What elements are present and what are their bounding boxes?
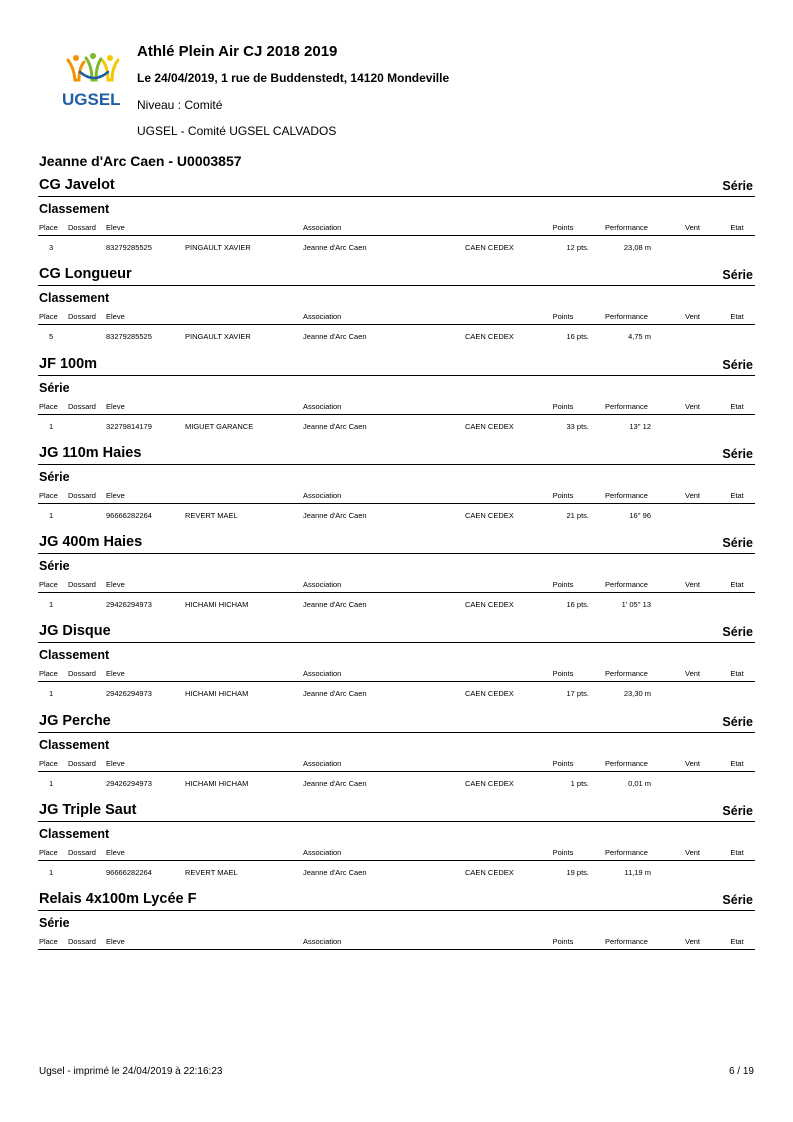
result-dossard: 29426294973 xyxy=(106,600,152,610)
col-etat: Etat xyxy=(730,312,744,322)
event-type: Série xyxy=(722,268,753,283)
col-vent: Vent xyxy=(684,937,700,947)
event-subtitle: Série xyxy=(39,559,70,574)
result-eleve: PINGAULT XAVIER xyxy=(185,332,251,342)
result-points: 33 pts. xyxy=(566,421,589,431)
result-performance: 11,19 m xyxy=(624,868,651,878)
col-dossard: Dossard xyxy=(68,580,96,590)
event-header xyxy=(38,355,755,376)
col-association: Association xyxy=(303,490,342,500)
result-points: 19 pts. xyxy=(566,868,589,878)
col-points: Points xyxy=(552,758,574,768)
event-block xyxy=(38,618,755,707)
column-header-row xyxy=(38,221,755,236)
column-header-row xyxy=(38,310,755,325)
event-type: Série xyxy=(722,446,753,461)
event-block xyxy=(38,529,755,618)
col-place: Place xyxy=(39,848,58,858)
col-performance: Performance xyxy=(605,669,648,679)
col-vent: Vent xyxy=(684,848,700,858)
col-etat: Etat xyxy=(730,401,744,411)
event-header xyxy=(38,533,755,554)
col-vent: Vent xyxy=(684,490,700,500)
event-subtitle: Classement xyxy=(39,202,110,216)
niveau: Niveau : Comité xyxy=(137,98,223,112)
result-dossard: 83279285525 xyxy=(106,243,152,252)
result-eleve: REVERT MAEL xyxy=(185,510,238,520)
col-association: Association xyxy=(303,223,342,232)
col-eleve: Eleve xyxy=(106,848,125,858)
col-performance: Performance xyxy=(605,490,648,500)
result-row xyxy=(38,866,755,878)
col-dossard: Dossard xyxy=(68,490,96,500)
event-name: JF 100m xyxy=(39,355,98,372)
result-eleve: HICHAMI HICHAM xyxy=(185,600,249,610)
event-header xyxy=(38,444,755,465)
result-association: Jeanne d'Arc Caen xyxy=(303,332,367,342)
result-eleve: REVERT MAEL xyxy=(185,868,238,878)
col-association: Association xyxy=(303,312,342,322)
footer-printed: Ugsel - imprimé le 24/04/2019 à 22:16:23 xyxy=(39,1066,223,1077)
result-performance: 23,08 m xyxy=(623,243,651,252)
col-performance: Performance xyxy=(605,937,648,947)
result-points: 21 pts. xyxy=(566,510,589,520)
result-city: CAEN CEDEX xyxy=(465,868,514,878)
event-name: Relais 4x100m Lycée F xyxy=(39,891,197,908)
result-dossard: 32279814179 xyxy=(106,421,152,431)
result-row xyxy=(38,420,755,432)
result-association: Jeanne d'Arc Caen xyxy=(303,510,367,520)
result-place: 1 xyxy=(49,868,54,878)
col-association: Association xyxy=(303,758,342,768)
col-dossard: Dossard xyxy=(68,758,96,768)
event-subtitle: Série xyxy=(39,380,70,395)
col-association: Association xyxy=(303,937,342,947)
col-etat: Etat xyxy=(730,223,744,232)
result-row xyxy=(38,241,755,253)
result-city: CAEN CEDEX xyxy=(465,689,514,699)
result-row xyxy=(38,330,755,342)
col-points: Points xyxy=(552,223,574,232)
col-dossard: Dossard xyxy=(68,312,96,322)
event-subtitle: Classement xyxy=(39,737,110,752)
committee: UGSEL - Comité UGSEL CALVADOS xyxy=(137,124,337,138)
result-city: CAEN CEDEX xyxy=(465,510,514,520)
col-performance: Performance xyxy=(605,580,648,590)
result-city: CAEN CEDEX xyxy=(465,332,514,342)
event-subtitle: Classement xyxy=(39,827,110,842)
col-association: Association xyxy=(303,401,342,411)
event-type: Série xyxy=(722,179,753,193)
column-header-row xyxy=(38,757,755,772)
col-dossard: Dossard xyxy=(68,223,96,232)
event-subtitle: Classement xyxy=(39,291,110,306)
club-title: Jeanne d'Arc Caen - U0003857 xyxy=(39,153,242,169)
result-performance: 16'' 96 xyxy=(629,510,651,520)
col-etat: Etat xyxy=(730,937,744,947)
event-type: Série xyxy=(722,893,753,908)
column-header-row xyxy=(38,489,755,504)
result-row xyxy=(38,687,755,699)
event-subtitle: Série xyxy=(39,469,70,484)
column-header-row xyxy=(38,935,755,950)
result-dossard: 29426294973 xyxy=(106,778,152,788)
event-header xyxy=(38,712,755,733)
col-dossard: Dossard xyxy=(68,937,96,947)
logo-text: UGSEL xyxy=(62,90,121,109)
event-name: JG Disque xyxy=(39,623,111,640)
col-vent: Vent xyxy=(684,758,700,768)
result-performance: 13'' 12 xyxy=(629,421,651,431)
event-name: JG Perche xyxy=(39,712,111,729)
col-place: Place xyxy=(39,758,58,768)
result-city: CAEN CEDEX xyxy=(465,600,514,610)
col-place: Place xyxy=(39,669,58,679)
col-dossard: Dossard xyxy=(68,401,96,411)
event-block xyxy=(38,440,755,529)
result-place: 1 xyxy=(49,778,54,788)
col-place: Place xyxy=(39,223,58,232)
col-points: Points xyxy=(552,580,574,590)
column-header-row xyxy=(38,846,755,861)
result-points: 12 pts. xyxy=(566,243,589,252)
result-association: Jeanne d'Arc Caen xyxy=(303,778,367,788)
col-place: Place xyxy=(39,580,58,590)
col-eleve: Eleve xyxy=(106,490,125,500)
result-place: 1 xyxy=(49,600,54,610)
col-association: Association xyxy=(303,580,342,590)
col-vent: Vent xyxy=(684,401,700,411)
event-subtitle: Classement xyxy=(39,648,110,663)
col-place: Place xyxy=(39,937,58,947)
result-eleve: HICHAMI HICHAM xyxy=(185,778,249,788)
event-type: Série xyxy=(722,357,753,372)
page-title: Athlé Plein Air CJ 2018 2019 xyxy=(137,43,338,60)
result-association: Jeanne d'Arc Caen xyxy=(303,868,367,878)
col-performance: Performance xyxy=(605,312,648,322)
col-eleve: Eleve xyxy=(106,758,125,768)
event-type: Série xyxy=(722,804,753,819)
result-dossard: 96666282264 xyxy=(106,868,152,878)
result-performance: 0,01 m xyxy=(628,778,651,788)
event-name: JG 110m Haies xyxy=(39,444,142,461)
result-performance: 23,30 m xyxy=(623,689,651,699)
event-header xyxy=(38,176,755,197)
col-vent: Vent xyxy=(684,580,700,590)
col-points: Points xyxy=(552,490,574,500)
col-performance: Performance xyxy=(605,223,648,232)
result-association: Jeanne d'Arc Caen xyxy=(303,421,367,431)
result-dossard: 29426294973 xyxy=(106,689,152,699)
col-dossard: Dossard xyxy=(68,848,96,858)
event-block xyxy=(38,886,755,975)
result-association: Jeanne d'Arc Caen xyxy=(303,600,367,610)
result-place: 1 xyxy=(49,689,54,699)
col-eleve: Eleve xyxy=(106,669,125,679)
event-header xyxy=(38,890,755,911)
event-subtitle: Série xyxy=(39,916,70,931)
result-row xyxy=(38,598,755,610)
ugsel-figures-icon xyxy=(60,50,130,112)
result-row xyxy=(38,777,755,789)
date-place: Le 24/04/2019, 1 rue de Buddenstedt, 14120 Mondeville xyxy=(137,71,450,85)
col-place: Place xyxy=(39,312,58,322)
result-dossard: 96666282264 xyxy=(106,510,152,520)
result-dossard: 83279285525 xyxy=(106,332,152,342)
result-association: Jeanne d'Arc Caen xyxy=(303,689,367,699)
col-performance: Performance xyxy=(605,758,648,768)
result-points: 16 pts. xyxy=(566,600,589,610)
column-header-row xyxy=(38,578,755,593)
result-city: CAEN CEDEX xyxy=(465,778,514,788)
col-eleve: Eleve xyxy=(106,312,125,322)
event-block xyxy=(38,172,755,261)
col-association: Association xyxy=(303,669,342,679)
result-association: Jeanne d'Arc Caen xyxy=(303,243,367,252)
event-header xyxy=(38,622,755,643)
result-points: 1 pts. xyxy=(570,778,589,788)
event-name: JG 400m Haies xyxy=(39,534,143,551)
col-vent: Vent xyxy=(684,669,700,679)
result-place: 5 xyxy=(49,332,54,342)
col-points: Points xyxy=(552,312,574,322)
event-header xyxy=(38,265,755,286)
result-eleve: HICHAMI HICHAM xyxy=(185,689,249,699)
result-place: 1 xyxy=(49,421,54,431)
col-etat: Etat xyxy=(730,580,744,590)
result-row xyxy=(38,509,755,521)
result-eleve: MIGUET GARANCE xyxy=(185,421,254,431)
col-etat: Etat xyxy=(730,490,744,500)
col-eleve: Eleve xyxy=(106,223,125,232)
col-performance: Performance xyxy=(605,401,648,411)
result-performance: 1' 05'' 13 xyxy=(621,600,651,610)
col-points: Points xyxy=(552,669,574,679)
col-points: Points xyxy=(552,401,574,411)
column-header-row xyxy=(38,400,755,415)
col-points: Points xyxy=(552,937,574,947)
col-place: Place xyxy=(39,401,58,411)
col-place: Place xyxy=(39,490,58,500)
event-type: Série xyxy=(722,625,753,640)
col-etat: Etat xyxy=(730,669,744,679)
event-block xyxy=(38,797,755,886)
footer-page-number: 6 / 19 xyxy=(728,1066,754,1077)
col-vent: Vent xyxy=(684,312,700,322)
event-name: CG Longueur xyxy=(39,266,132,283)
ugsel-logo xyxy=(60,50,130,112)
col-eleve: Eleve xyxy=(106,401,125,411)
event-type: Série xyxy=(722,714,753,729)
col-association: Association xyxy=(303,848,342,858)
event-block xyxy=(38,261,755,350)
event-block xyxy=(38,708,755,797)
event-header xyxy=(38,801,755,822)
col-eleve: Eleve xyxy=(106,937,125,947)
result-points: 16 pts. xyxy=(566,332,589,342)
result-place: 3 xyxy=(49,243,54,252)
result-place: 1 xyxy=(49,510,54,520)
result-city: CAEN CEDEX xyxy=(465,243,514,252)
col-etat: Etat xyxy=(730,848,744,858)
col-vent: Vent xyxy=(684,223,700,232)
result-performance: 4,75 m xyxy=(628,332,651,342)
event-name: JG Triple Saut xyxy=(39,802,137,819)
event-type: Série xyxy=(722,536,753,551)
result-eleve: PINGAULT XAVIER xyxy=(185,243,251,252)
col-eleve: Eleve xyxy=(106,580,125,590)
col-etat: Etat xyxy=(730,758,744,768)
event-block xyxy=(38,351,755,440)
result-points: 17 pts. xyxy=(566,689,589,699)
result-city: CAEN CEDEX xyxy=(465,421,514,431)
col-points: Points xyxy=(552,848,574,858)
col-performance: Performance xyxy=(605,848,648,858)
events-list xyxy=(38,172,755,976)
col-dossard: Dossard xyxy=(68,669,96,679)
event-name: CG Javelot xyxy=(39,177,115,193)
column-header-row xyxy=(38,667,755,682)
